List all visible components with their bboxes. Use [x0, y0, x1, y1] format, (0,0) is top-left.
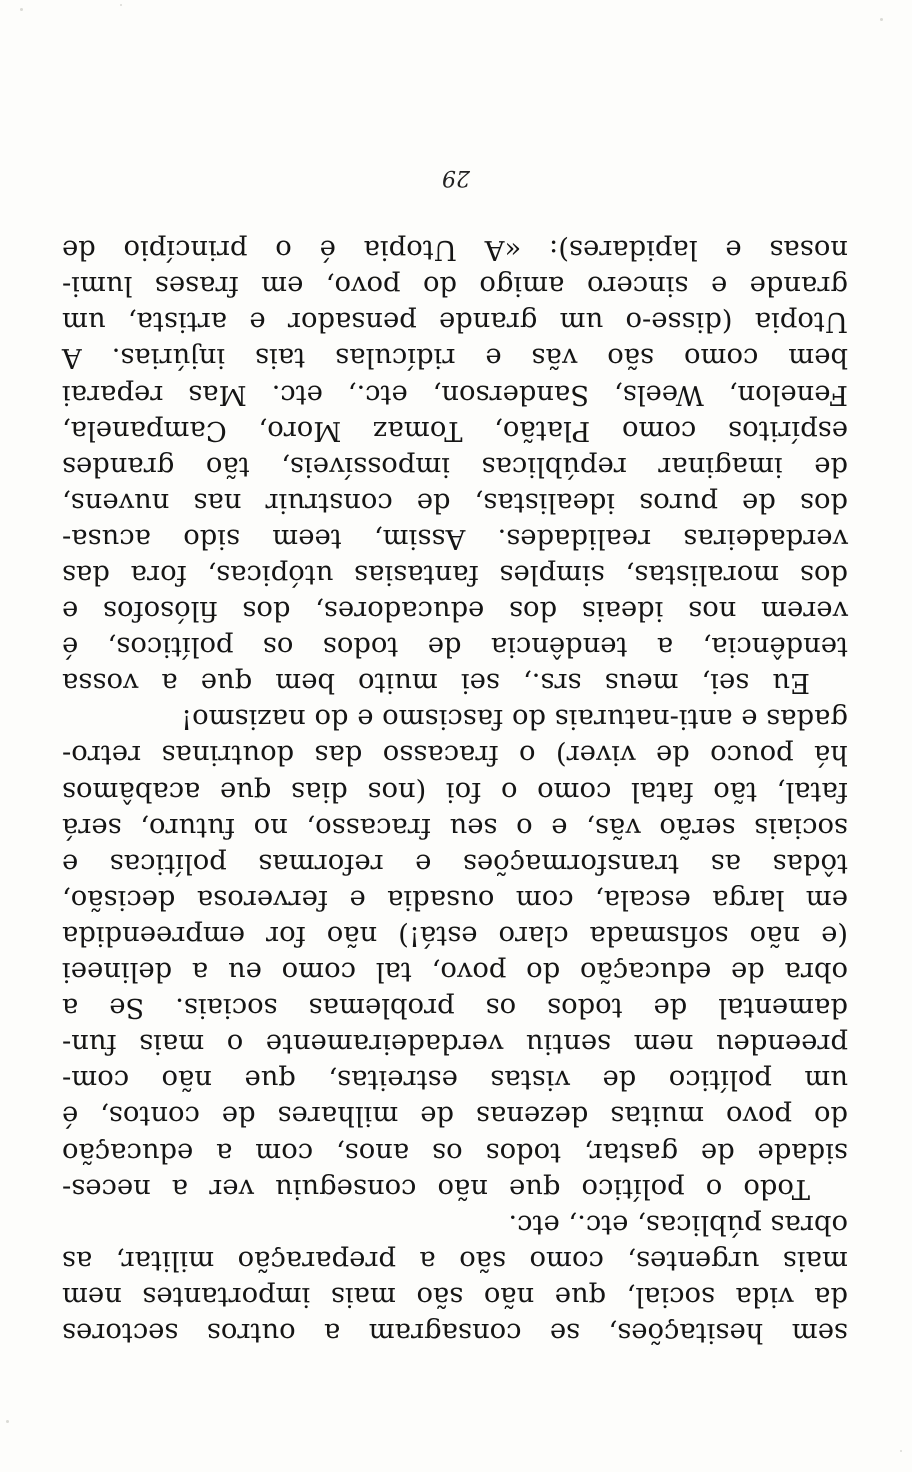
text-line: verem nos ideais dos educadores, dos filósofos e [62, 595, 848, 627]
text-line: tendência, a tendência de todos os políticos, é [62, 631, 848, 663]
paragraph-start-line: Eu sei, meus srs., sei muito bem que a vossa [62, 667, 810, 699]
text-line: mais urgentes, como são a preparação militar, as [62, 1244, 848, 1276]
text-line: Utopia (disse-o um grande pensador e artista, um [62, 306, 848, 338]
text-line: sociais serão vãs, e o seu fracasso, no futuro, será [62, 811, 848, 843]
text-line: bem como são vãs e ridículas tais injúrias. A [62, 342, 848, 374]
text-line: tôdas as transformações e reformas políticas e [62, 847, 848, 879]
text-line: um político de vistas estreitas, que não com- [62, 1064, 848, 1096]
text-line: nosas e lapidares): «A Utopia é o princípio de [62, 234, 848, 266]
text-line: em larga escala, com ousadia e ferverosa decisão, [62, 883, 848, 915]
text-line: espíritos como Platão, Tomaz Moro, Campanela, [62, 414, 848, 446]
text-line: sidade de gastar, todos os anos, com a educação [62, 1136, 848, 1168]
text-line: da vida social, que não são mais importantes nem [62, 1280, 848, 1312]
text-line: preendeu nem sentiu verdadeiramente o mais fun- [62, 1028, 848, 1060]
text-line: damental de todos os problemas sociais. Se a [62, 992, 848, 1024]
text-line: fatal, tão fatal como o foi (nos dias que acabâmos [62, 775, 848, 807]
text-line: do povo muitas dezenas de milhares de contos, é [62, 1100, 848, 1132]
text-line: obra de educação do povo, tal como eu a delineei [62, 956, 848, 988]
text-line: dos moralistas, simples fantasias utópicas, fora das [62, 559, 848, 591]
text-line: obras públicas, etc., etc. [508, 1208, 848, 1240]
text-line: de imaginar repúblicas impossíveis, tão grandes [62, 450, 848, 482]
body-text [62, 231, 848, 1350]
text-line: grande e sincero amigo do povo, em frases lumi- [62, 270, 848, 302]
text-line: há pouco de viver) o fracasso das doutrinas retro- [62, 739, 848, 771]
text-line: verdadeiras realidades. Assim, teem sido acusa- [62, 522, 848, 554]
text-line: gadas e anti-naturais do fascismo e do nazismo! [181, 703, 848, 735]
text-line: dos de puros idealistas, de construir nas nuvens, [62, 486, 848, 518]
text-line: sem hesitações, se consagram a outros sectores [62, 1317, 848, 1348]
paragraph-start-line: Todo o político que não conseguiu ver a neces- [62, 1172, 810, 1204]
page-number: 29 [442, 165, 470, 190]
text-line: Fenelon, Weels, Sanderson, etc., etc. Mas reparai [62, 378, 848, 410]
text-line: (e não sofismada claro está!) não for empreendida [62, 919, 848, 951]
